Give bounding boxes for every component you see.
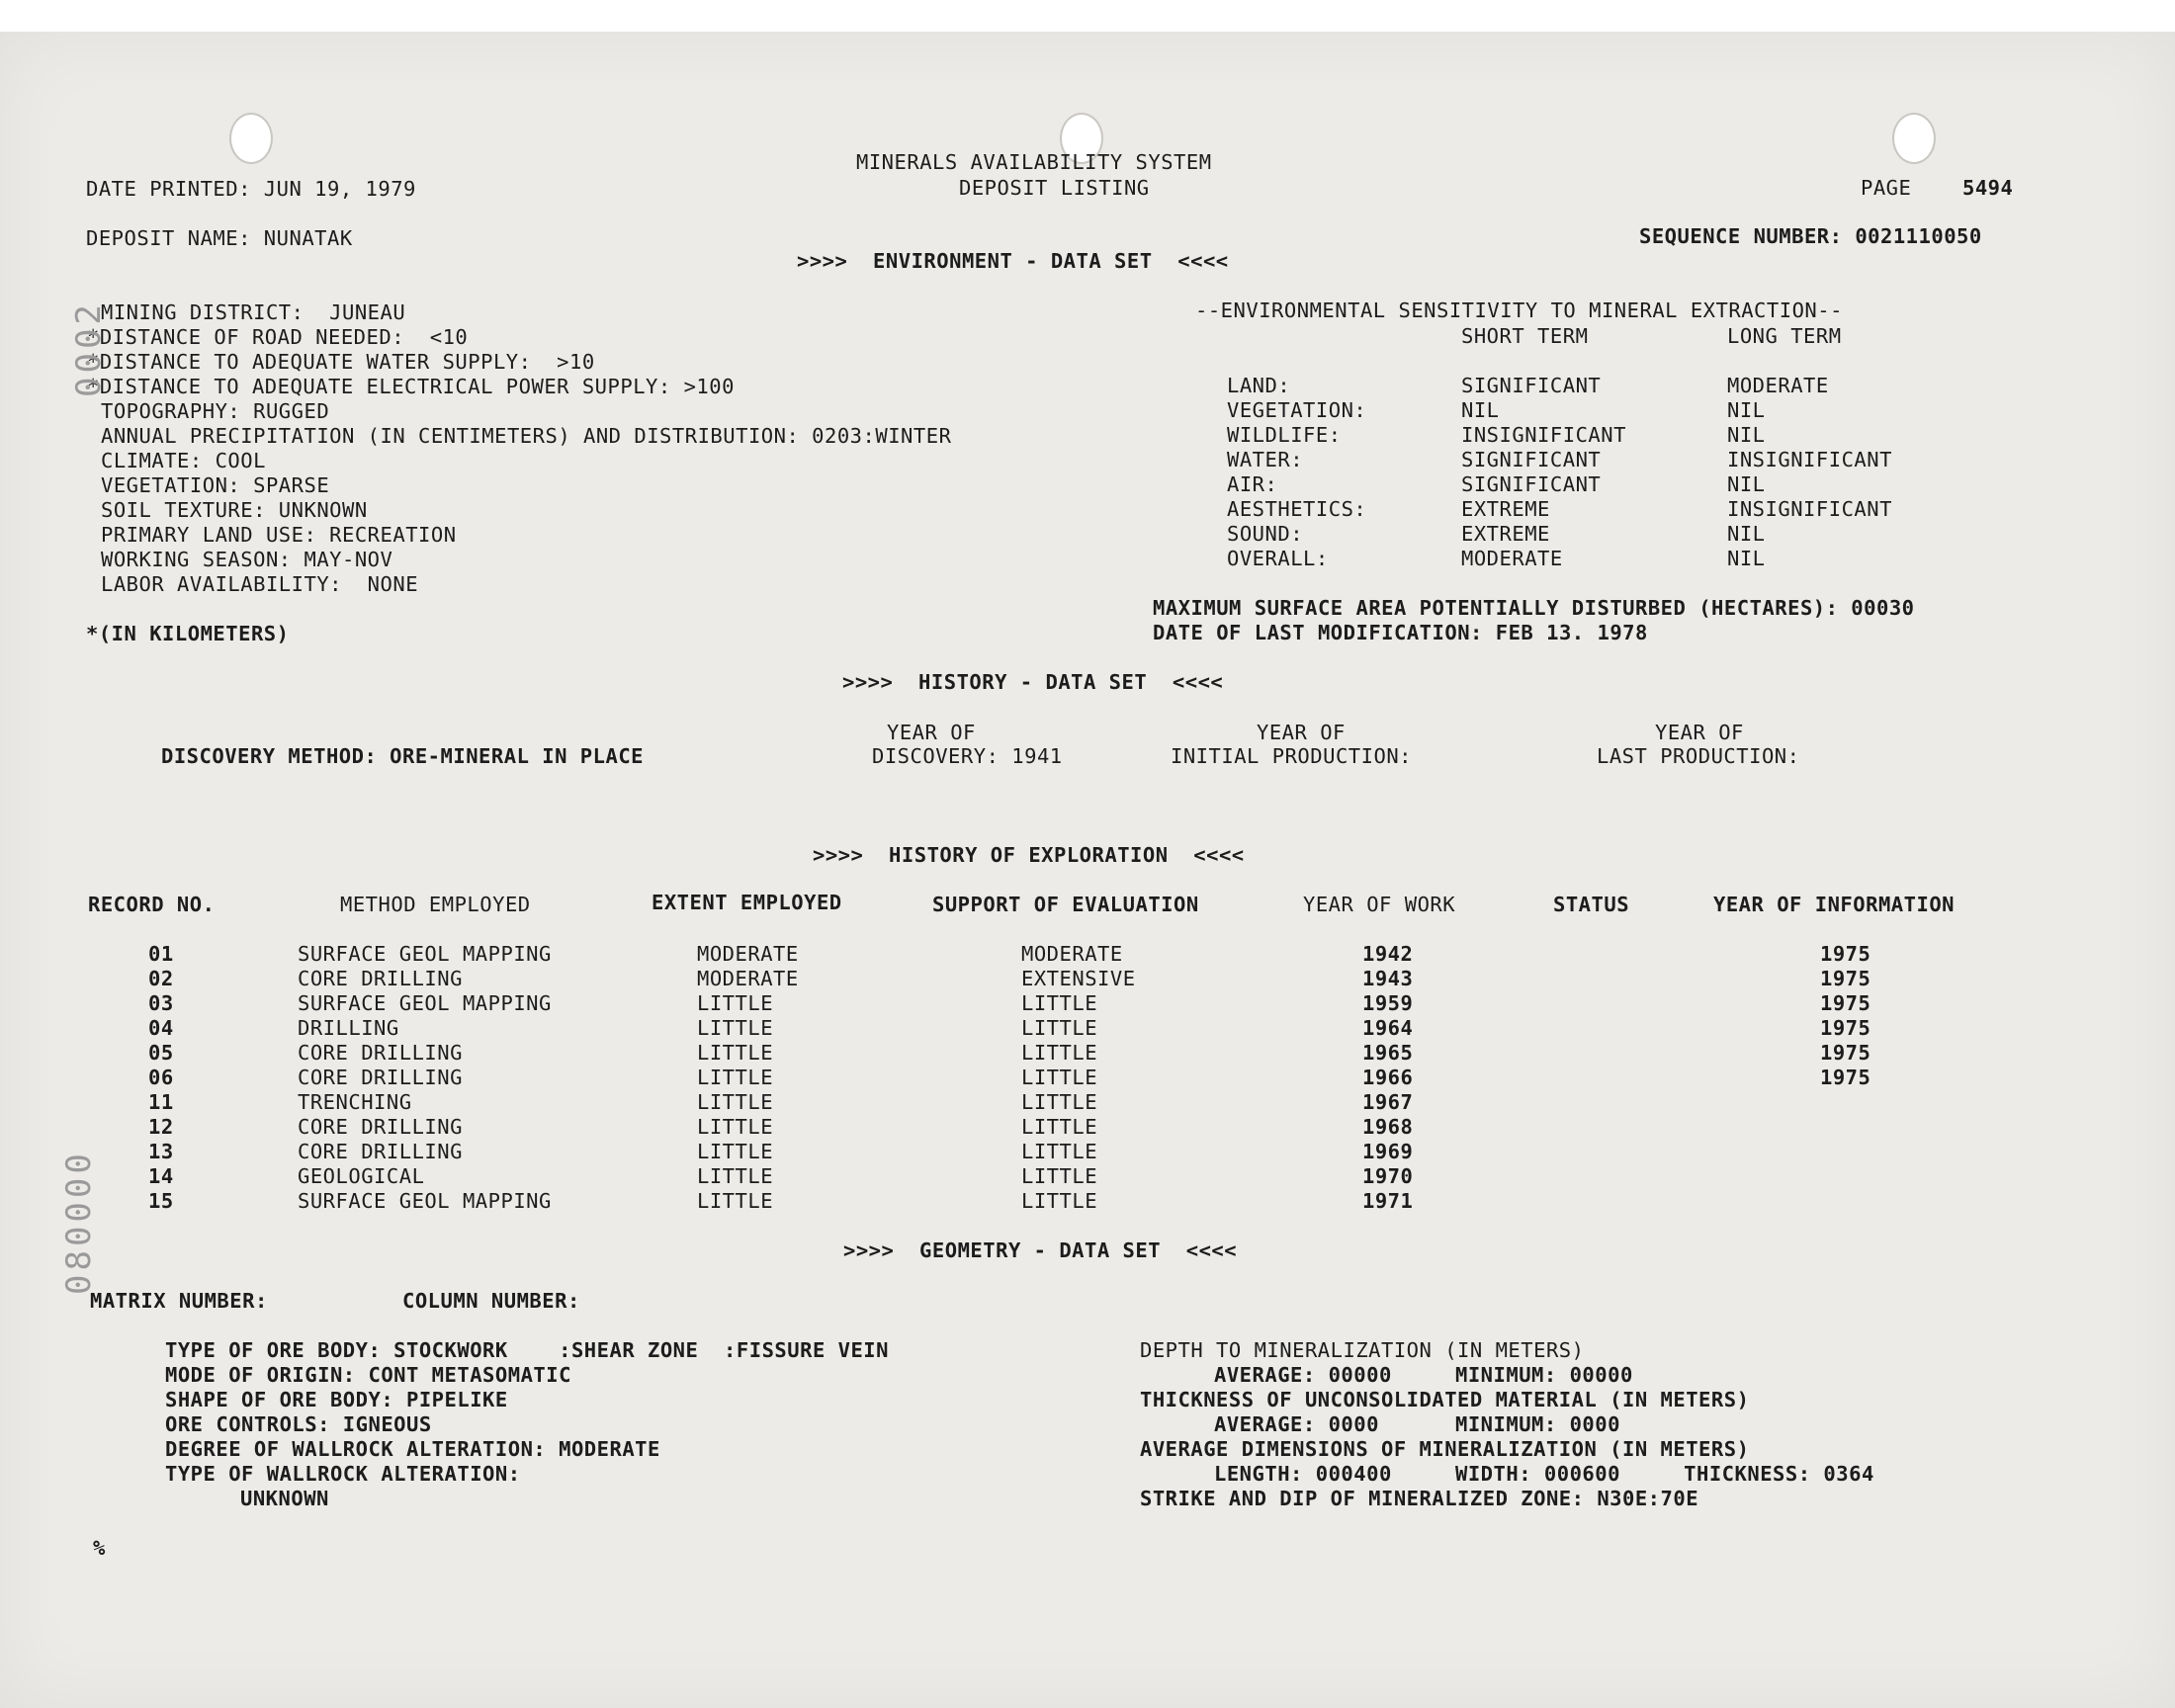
header-record-no: RECORD NO. xyxy=(88,893,216,916)
date-printed: DATE PRINTED: JUN 19, 1979 xyxy=(86,177,416,201)
dimensions-values: LENGTH: 000400 WIDTH: 000600 THICKNESS: 0364 xyxy=(1214,1462,1874,1486)
vegetation: VEGETATION: SPARSE xyxy=(101,473,330,497)
page-label: PAGE xyxy=(1861,176,1912,200)
year-of-information: 1975 xyxy=(1820,1016,1871,1040)
long-term-header: LONG TERM xyxy=(1727,324,1842,348)
short-term-header: SHORT TERM xyxy=(1461,324,1589,348)
method-employed: CORE DRILLING xyxy=(298,1115,463,1139)
exploration-section-title: >>>> HISTORY OF EXPLORATION <<<< xyxy=(813,843,1245,867)
sensitivity-label: AIR: xyxy=(1227,472,1278,496)
sensitivity-long-term: NIL xyxy=(1727,398,1766,422)
year-of-label-initial: YEAR OF xyxy=(1257,721,1346,744)
labor-availability: LABOR AVAILABILITY: NONE xyxy=(101,572,419,596)
support-of-evaluation: LITTLE xyxy=(1021,1115,1098,1139)
method-employed: CORE DRILLING xyxy=(298,1140,463,1163)
year-of-information: 1975 xyxy=(1820,942,1871,966)
sensitivity-long-term: NIL xyxy=(1727,472,1766,496)
header-year-of-work: YEAR OF WORK xyxy=(1303,893,1456,916)
year-of-information: 1975 xyxy=(1820,1066,1871,1089)
record-number: 15 xyxy=(148,1189,174,1213)
extent-employed: LITTLE xyxy=(697,1066,774,1089)
system-title: MINERALS AVAILABILITY SYSTEM xyxy=(856,150,1212,174)
page-number: 5494 xyxy=(1962,176,2014,200)
year-of-information: 1975 xyxy=(1820,991,1871,1015)
sensitivity-long-term: MODERATE xyxy=(1727,374,1829,397)
year-of-information: 1975 xyxy=(1820,967,1871,990)
year-of-label-discovery: YEAR OF xyxy=(887,721,976,744)
header-extent-employed: EXTENT EMPLOYED xyxy=(652,891,842,914)
matrix-number: MATRIX NUMBER: xyxy=(90,1289,268,1313)
year-of-label-last: YEAR OF xyxy=(1655,721,1744,744)
sensitivity-short-term: SIGNIFICANT xyxy=(1461,472,1602,496)
column-number: COLUMN NUMBER: xyxy=(402,1289,580,1313)
depth-values: AVERAGE: 00000 MINIMUM: 00000 xyxy=(1214,1363,1633,1387)
year-of-work: 1959 xyxy=(1362,991,1414,1015)
environment-section-title: >>>> ENVIRONMENT - DATA SET <<<< xyxy=(797,249,1229,273)
sensitivity-long-term: NIL xyxy=(1727,423,1766,447)
year-of-work: 1966 xyxy=(1362,1066,1414,1089)
year-of-work: 1967 xyxy=(1362,1090,1414,1114)
working-season: WORKING SEASON: MAY-NOV xyxy=(101,548,393,571)
topography: TOPOGRAPHY: RUGGED xyxy=(101,399,330,423)
header-year-of-information: YEAR OF INFORMATION xyxy=(1713,893,1955,916)
stamp-side: 080000 xyxy=(59,1150,99,1295)
record-number: 13 xyxy=(148,1140,174,1163)
record-number: 01 xyxy=(148,942,174,966)
punch-hole-right xyxy=(1892,113,1936,164)
sensitivity-short-term: MODERATE xyxy=(1461,547,1563,570)
year-of-work: 1964 xyxy=(1362,1016,1414,1040)
record-number: 05 xyxy=(148,1041,174,1065)
extent-employed: LITTLE xyxy=(697,1189,774,1213)
support-of-evaluation: LITTLE xyxy=(1021,1189,1098,1213)
support-of-evaluation: LITTLE xyxy=(1021,1164,1098,1188)
sensitivity-short-term: EXTREME xyxy=(1461,497,1550,521)
soil-texture: SOIL TEXTURE: UNKNOWN xyxy=(101,498,368,522)
ore-body-type: TYPE OF ORE BODY: STOCKWORK :SHEAR ZONE :FISSURE VEIN xyxy=(165,1338,889,1362)
stamp-top: 0002 xyxy=(69,300,109,397)
year-of-work: 1943 xyxy=(1362,967,1414,990)
method-employed: SURFACE GEOL MAPPING xyxy=(298,1189,552,1213)
water-distance: *DISTANCE TO ADEQUATE WATER SUPPLY: >10 xyxy=(87,350,595,374)
extent-employed: LITTLE xyxy=(697,1164,774,1188)
kilometers-footnote: *(IN KILOMETERS) xyxy=(86,622,290,645)
sensitivity-label: WILDLIFE: xyxy=(1227,423,1342,447)
header-status: STATUS xyxy=(1553,893,1630,916)
extent-employed: LITTLE xyxy=(697,1115,774,1139)
header-support-evaluation: SUPPORT OF EVALUATION xyxy=(932,893,1199,916)
ore-controls: ORE CONTROLS: IGNEOUS xyxy=(165,1412,432,1436)
mode-of-origin: MODE OF ORIGIN: CONT METASOMATIC xyxy=(165,1363,571,1387)
mining-district: MINING DISTRICT: JUNEAU xyxy=(101,300,406,324)
last-production: LAST PRODUCTION: xyxy=(1597,744,1800,768)
support-of-evaluation: LITTLE xyxy=(1021,1016,1098,1040)
thickness-title: THICKNESS OF UNCONSOLIDATED MATERIAL (IN METERS) xyxy=(1140,1388,1750,1411)
sensitivity-label: AESTHETICS: xyxy=(1227,497,1367,521)
discovery-method: DISCOVERY METHOD: ORE-MINERAL IN PLACE xyxy=(161,744,644,768)
road-distance: *DISTANCE OF ROAD NEEDED: <10 xyxy=(87,325,469,349)
sensitivity-short-term: EXTREME xyxy=(1461,522,1550,546)
sensitivity-short-term: SIGNIFICANT xyxy=(1461,374,1602,397)
method-employed: DRILLING xyxy=(298,1016,399,1040)
sensitivity-long-term: INSIGNIFICANT xyxy=(1727,448,1892,471)
wallrock-alteration-degree: DEGREE OF WALLROCK ALTERATION: MODERATE xyxy=(165,1437,660,1461)
extent-employed: LITTLE xyxy=(697,1140,774,1163)
wallrock-alteration-type: TYPE OF WALLROCK ALTERATION: xyxy=(165,1462,521,1486)
depth-title: DEPTH TO MINERALIZATION (IN METERS) xyxy=(1140,1338,1585,1362)
year-of-work: 1969 xyxy=(1362,1140,1414,1163)
support-of-evaluation: LITTLE xyxy=(1021,1041,1098,1065)
sensitivity-long-term: NIL xyxy=(1727,547,1766,570)
method-employed: SURFACE GEOL MAPPING xyxy=(298,991,552,1015)
sensitivity-label: OVERALL: xyxy=(1227,547,1329,570)
extent-employed: MODERATE xyxy=(697,942,799,966)
thickness-values: AVERAGE: 0000 MINIMUM: 0000 xyxy=(1214,1412,1620,1436)
method-employed: CORE DRILLING xyxy=(298,967,463,990)
header-method-employed: METHOD EMPLOYED xyxy=(340,893,531,916)
record-number: 11 xyxy=(148,1090,174,1114)
record-number: 14 xyxy=(148,1164,174,1188)
ore-body-shape: SHAPE OF ORE BODY: PIPELIKE xyxy=(165,1388,508,1411)
extent-employed: LITTLE xyxy=(697,991,774,1015)
footer-mark: % xyxy=(93,1536,106,1560)
method-employed: GEOLOGICAL xyxy=(298,1164,425,1188)
sensitivity-short-term: SIGNIFICANT xyxy=(1461,448,1602,471)
sensitivity-label: SOUND: xyxy=(1227,522,1304,546)
sensitivity-label: WATER: xyxy=(1227,448,1304,471)
dimensions-title: AVERAGE DIMENSIONS OF MINERALIZATION (IN METERS) xyxy=(1140,1437,1750,1461)
precipitation: ANNUAL PRECIPITATION (IN CENTIMETERS) AND DISTRIBUTION: 0203:WINTER xyxy=(101,424,952,448)
punch-hole-left xyxy=(229,113,273,164)
extent-employed: LITTLE xyxy=(697,1041,774,1065)
year-of-work: 1942 xyxy=(1362,942,1414,966)
support-of-evaluation: LITTLE xyxy=(1021,1090,1098,1114)
sequence-number: SEQUENCE NUMBER: 0021110050 xyxy=(1639,224,1982,248)
sensitivity-title: --ENVIRONMENTAL SENSITIVITY TO MINERAL EXTRACTION-- xyxy=(1195,299,1843,322)
record-number: 02 xyxy=(148,967,174,990)
sensitivity-long-term: INSIGNIFICANT xyxy=(1727,497,1892,521)
max-surface-area: MAXIMUM SURFACE AREA POTENTIALLY DISTURBED (HECTARES): 00030 xyxy=(1153,596,1915,620)
wallrock-alteration-type-value: UNKNOWN xyxy=(240,1487,329,1510)
record-number: 06 xyxy=(148,1066,174,1089)
record-number: 12 xyxy=(148,1115,174,1139)
year-of-information: 1975 xyxy=(1820,1041,1871,1065)
geometry-section-title: >>>> GEOMETRY - DATA SET <<<< xyxy=(843,1238,1238,1262)
method-employed: CORE DRILLING xyxy=(298,1066,463,1089)
initial-production: INITIAL PRODUCTION: xyxy=(1171,744,1412,768)
last-modification: DATE OF LAST MODIFICATION: FEB 13. 1978 xyxy=(1153,621,1648,644)
sensitivity-short-term: INSIGNIFICANT xyxy=(1461,423,1626,447)
power-distance: *DISTANCE TO ADEQUATE ELECTRICAL POWER SUPPLY: >100 xyxy=(87,375,735,398)
year-of-work: 1968 xyxy=(1362,1115,1414,1139)
support-of-evaluation: LITTLE xyxy=(1021,1066,1098,1089)
sensitivity-long-term: NIL xyxy=(1727,522,1766,546)
history-section-title: >>>> HISTORY - DATA SET <<<< xyxy=(842,670,1224,694)
climate: CLIMATE: COOL xyxy=(101,449,266,472)
year-of-work: 1970 xyxy=(1362,1164,1414,1188)
discovery-year: DISCOVERY: 1941 xyxy=(872,744,1063,768)
listing-title: DEPOSIT LISTING xyxy=(959,176,1150,200)
support-of-evaluation: EXTENSIVE xyxy=(1021,967,1136,990)
support-of-evaluation: MODERATE xyxy=(1021,942,1123,966)
extent-employed: MODERATE xyxy=(697,967,799,990)
sensitivity-label: LAND: xyxy=(1227,374,1291,397)
method-employed: SURFACE GEOL MAPPING xyxy=(298,942,552,966)
year-of-work: 1971 xyxy=(1362,1189,1414,1213)
support-of-evaluation: LITTLE xyxy=(1021,1140,1098,1163)
record-number: 03 xyxy=(148,991,174,1015)
strike-and-dip: STRIKE AND DIP OF MINERALIZED ZONE: N30E:70E xyxy=(1140,1487,1699,1510)
deposit-name: DEPOSIT NAME: NUNATAK xyxy=(86,226,353,250)
extent-employed: LITTLE xyxy=(697,1016,774,1040)
extent-employed: LITTLE xyxy=(697,1090,774,1114)
primary-land-use: PRIMARY LAND USE: RECREATION xyxy=(101,523,457,547)
sensitivity-short-term: NIL xyxy=(1461,398,1500,422)
method-employed: CORE DRILLING xyxy=(298,1041,463,1065)
record-number: 04 xyxy=(148,1016,174,1040)
sensitivity-label: VEGETATION: xyxy=(1227,398,1367,422)
method-employed: TRENCHING xyxy=(298,1090,412,1114)
year-of-work: 1965 xyxy=(1362,1041,1414,1065)
support-of-evaluation: LITTLE xyxy=(1021,991,1098,1015)
